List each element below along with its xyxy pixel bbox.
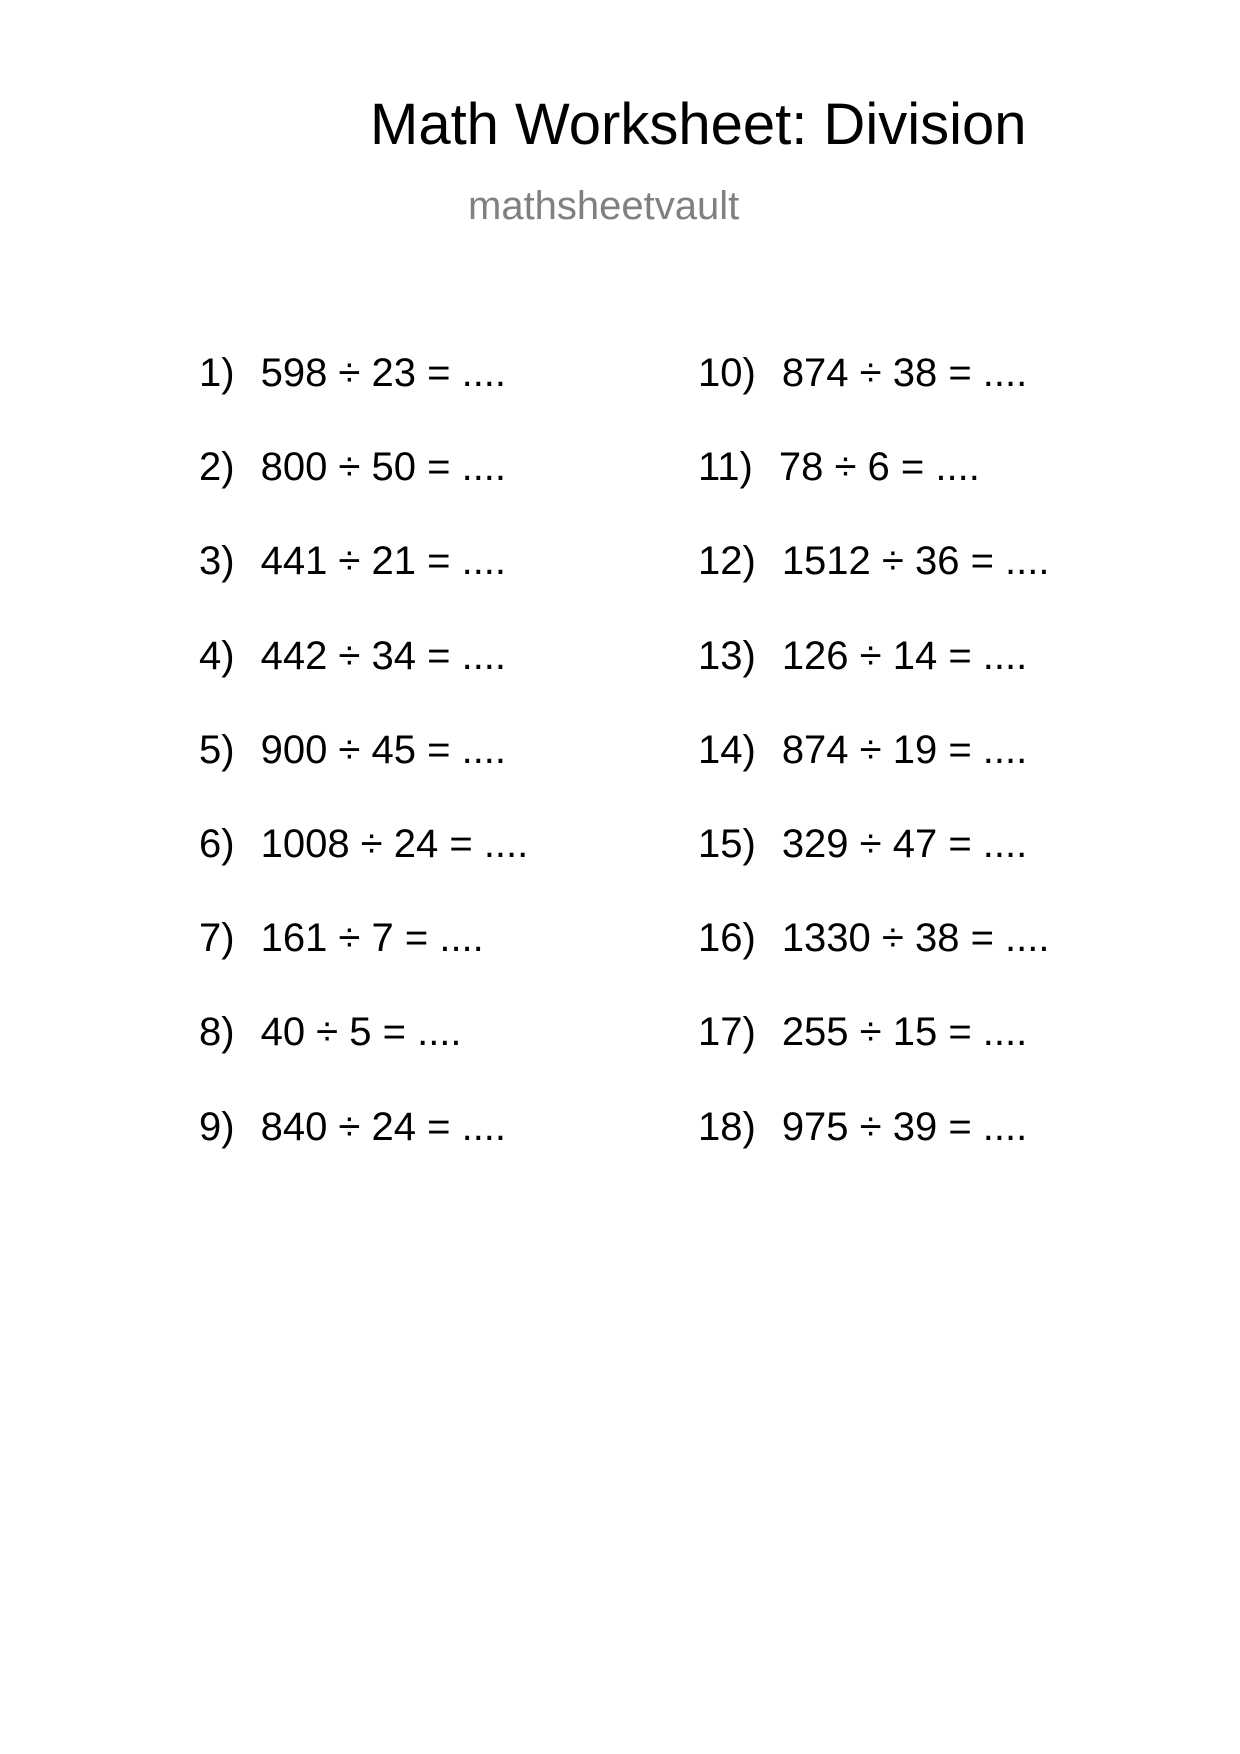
problem-expression: 975 ÷ 39 = ....: [781, 1104, 1028, 1149]
problem-number: 10): [698, 351, 756, 395]
problem-expression: 329 ÷ 47 = ....: [781, 821, 1028, 866]
problem-3: [199, 541, 528, 635]
problem-8: [199, 1012, 528, 1106]
problem-expression: 161 ÷ 7 = ....: [260, 916, 484, 961]
problem-expression: 900 ÷ 45 = ....: [260, 727, 507, 772]
problem-number: 13): [698, 633, 756, 678]
problem-12: [698, 541, 1050, 635]
problem-expression: 598 ÷ 23 = ....: [260, 351, 507, 395]
problem-4: [199, 633, 528, 730]
problem-13: [698, 633, 1050, 730]
problem-number: 15): [698, 821, 756, 866]
worksheet-source: mathsheetvault: [468, 184, 740, 228]
problem-expression: 40 ÷ 5 = ....: [260, 1010, 462, 1055]
problem-expression: 874 ÷ 19 = ....: [781, 727, 1028, 772]
problem-expression: 78 ÷ 6 = ....: [778, 445, 980, 490]
problem-7: [199, 918, 528, 1012]
problem-number: 2): [199, 445, 235, 490]
problem-11: [698, 447, 1050, 541]
problem-6: [199, 821, 529, 918]
problem-17: [698, 1012, 1050, 1106]
problem-5: [199, 727, 528, 824]
problem-15: [698, 821, 1050, 918]
problem-number: 12): [698, 539, 756, 584]
problem-1: [199, 353, 528, 447]
problems-left-column: [199, 353, 528, 1201]
problem-number: 18): [698, 1104, 756, 1149]
problem-expression: 1512 ÷ 36 = ....: [781, 539, 1050, 584]
problem-10: [698, 353, 1050, 447]
problem-number: 3): [199, 539, 235, 584]
problem-number: 8): [199, 1010, 235, 1055]
problem-18: [698, 1104, 1050, 1201]
problem-expression: 840 ÷ 24 = ....: [260, 1104, 507, 1149]
problem-number: 1): [199, 351, 235, 395]
problem-16: [698, 918, 1050, 1012]
problem-number: 6): [199, 821, 235, 866]
problem-number: 11): [698, 445, 753, 490]
problem-9: [199, 1104, 528, 1201]
problem-2: [199, 447, 528, 541]
problem-number: 4): [199, 633, 235, 678]
problem-expression: 800 ÷ 50 = ....: [260, 445, 507, 490]
problem-number: 14): [698, 727, 756, 772]
problem-number: 5): [199, 727, 235, 772]
problem-expression: 442 ÷ 34 = ....: [260, 633, 507, 678]
problem-number: 16): [698, 916, 756, 961]
problem-number: 17): [698, 1010, 756, 1055]
problem-expression: 255 ÷ 15 = ....: [781, 1010, 1028, 1055]
problem-expression: 126 ÷ 14 = ....: [781, 633, 1028, 678]
problems-right-column: [698, 353, 1050, 1201]
worksheet-title: Math Worksheet: Division: [370, 92, 1027, 157]
problem-expression: 1008 ÷ 24 = ....: [260, 821, 529, 866]
problem-14: [698, 727, 1050, 824]
problem-expression: 441 ÷ 21 = ....: [260, 539, 507, 584]
problem-number: 7): [199, 916, 235, 961]
problem-expression: 1330 ÷ 38 = ....: [781, 916, 1050, 961]
problem-expression: 874 ÷ 38 = ....: [781, 351, 1028, 395]
problem-number: 9): [199, 1104, 235, 1149]
